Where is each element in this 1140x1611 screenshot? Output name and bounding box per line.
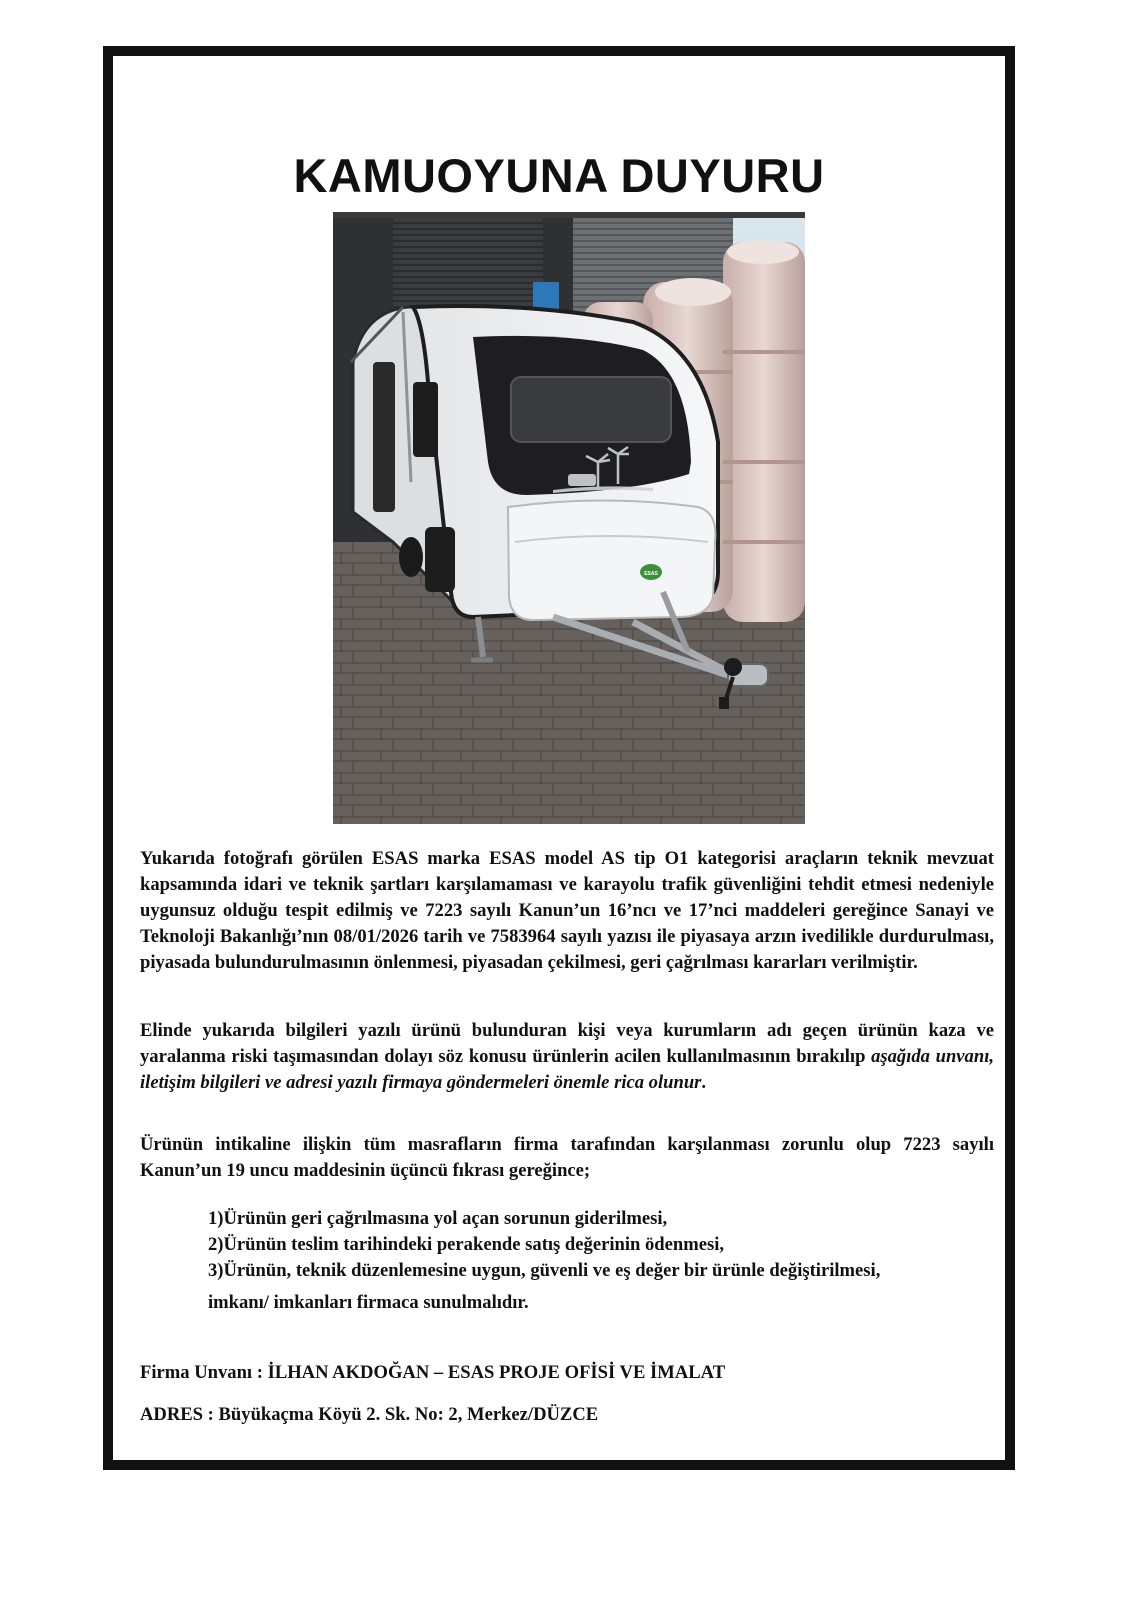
paragraph-request-end: .	[701, 1072, 707, 1093]
address-value: Büyükaçma Köyü 2. Sk. No: 2, Merkez/DÜZCE	[218, 1404, 599, 1425]
page-title: KAMUOYUNA DUYURU	[293, 149, 825, 202]
address-label: ADRES :	[140, 1404, 214, 1425]
remedy-list	[208, 1206, 988, 1284]
caravan-illustration	[333, 212, 805, 824]
paragraph-decision: Yukarıda fotoğrafı görülen ESAS marka ESAS model AS tip O1 kategorisi araçların teknik mevzuat kapsamında idari ve teknik şartları karşılamaması ve karayolu trafik güvenliğini tehdit etmesi nedeniyle uygunsuz olduğu tespit edilmiş ve 7223 sayılı Kanun’un 16’ncı ve 17’nci maddeleri gereğince Sanayi ve Teknoloji Bakanlığı’nın 08/01/2026 tarih ve 7583964 sayılı yazısı ile piyasaya arzın ivedilikle durdurulması, piyasada bulundurulmasının önlenmesi, piyasadan çekilmesi, geri çağrılması kararları verilmiştir.	[140, 848, 994, 973]
brand-badge-text: ESAS	[644, 571, 658, 577]
closing-line: imkanı/ imkanları firmaca sunulmalıdır.	[208, 1292, 529, 1313]
caravan-photo	[333, 212, 805, 824]
paragraph-costs: Ürünün intikaline ilişkin tüm masrafların firma tarafından karşılanması zorunlu olup 7223 sayılı Kanun’un 19 uncu maddesinin üçüncü fıkrası gereğince;	[140, 1134, 994, 1181]
paragraph-request-text: Elinde yukarıda bilgileri yazılı ürünü bulunduran kişi veya kurumların adı geçen ürünün kaza ve yaralanma riski taşımasından dolayı söz konusu ürünlerin acilen kullanılmasının bırakılıp	[140, 1020, 994, 1067]
list-item: 1)Ürünün geri çağrılmasına yol açan sorunun giderilmesi,	[208, 1208, 668, 1229]
paragraph-request-italic: aşağıda unvanı, iletişim bilgileri ve adresi yazılı firmaya göndermeleri önemle rica olunur	[140, 1046, 995, 1093]
firm-line	[140, 1360, 725, 1386]
firm-name: İLHAN AKDOĞAN – ESAS PROJE OFİSİ VE İMALAT	[267, 1362, 726, 1383]
firm-label: Firma Unvanı :	[140, 1362, 263, 1383]
paragraph-request	[140, 1018, 994, 1096]
address-line	[140, 1402, 598, 1428]
list-item: 2)Ürünün teslim tarihindeki perakende satış değerinin ödenmesi,	[208, 1234, 725, 1255]
list-item: 3)Ürünün, teknik düzenlemesine uygun, güvenli ve eş değer bir ürünle değiştirilmesi,	[208, 1260, 881, 1281]
notice-frame	[103, 46, 1015, 1470]
